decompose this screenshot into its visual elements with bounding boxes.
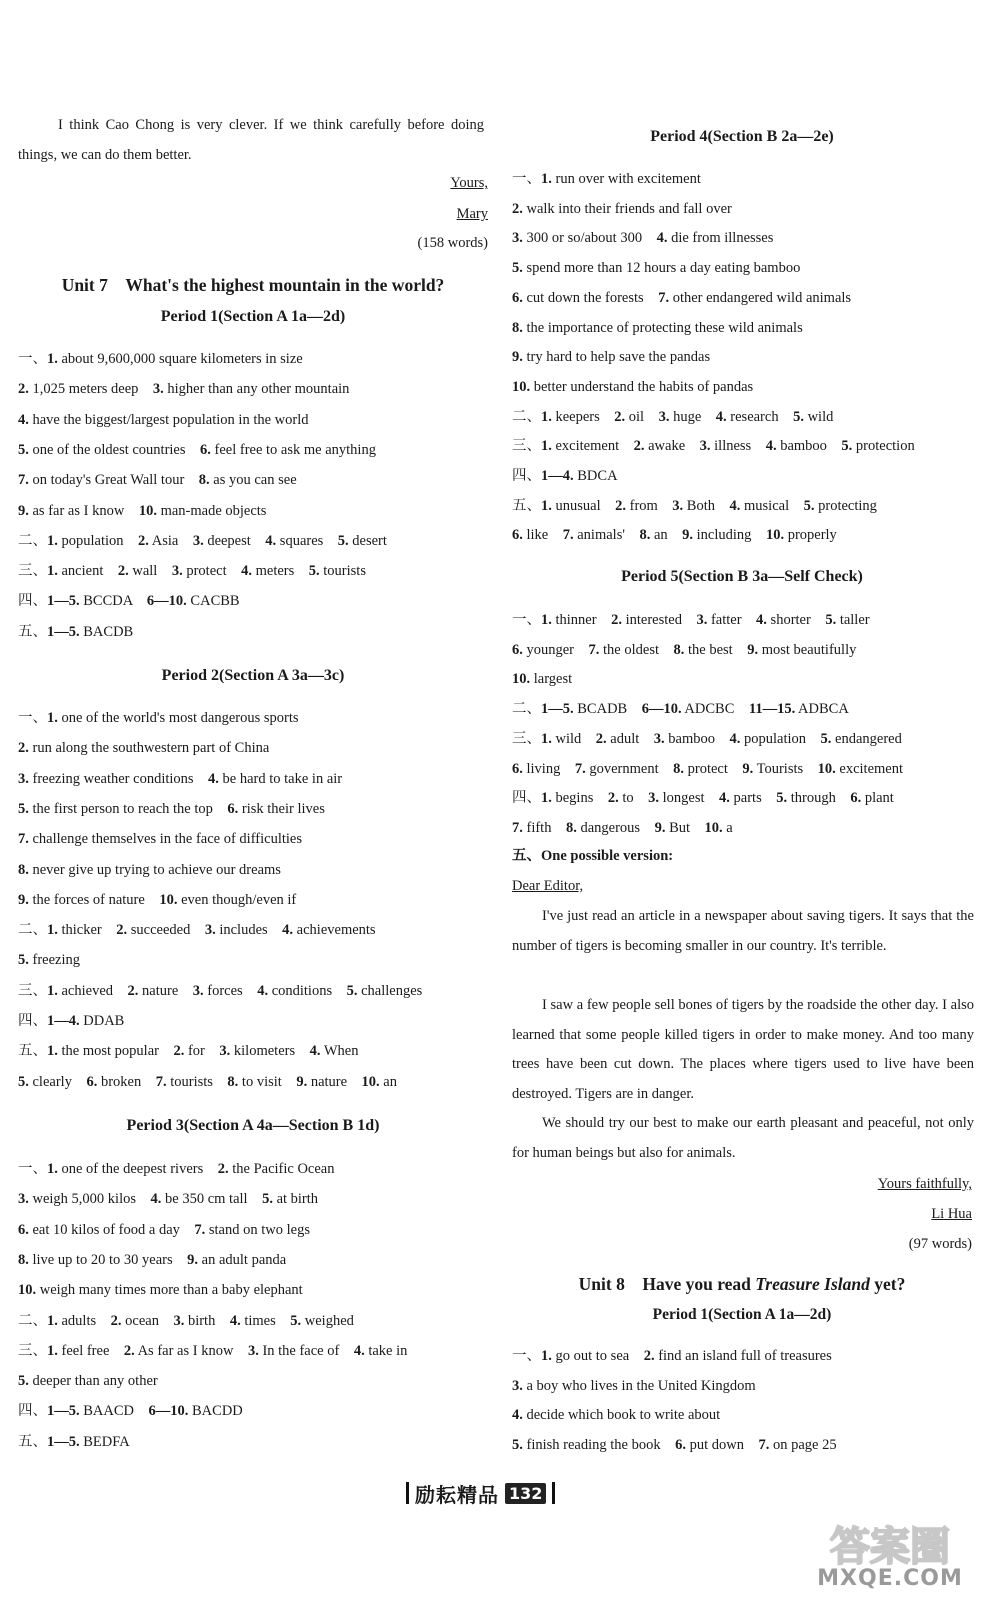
answer-line: 3. weigh 5,000 kilos 4. be 350 cm tall 5. at birth — [18, 1191, 319, 1208]
answer-line: 三、1. feel free 2. As far as I know 3. In the face of 4. take in — [18, 1342, 408, 1359]
unit8-title-book: Treasure Island — [755, 1274, 870, 1294]
answer-line: 5. finish reading the book 6. put down 7. on page 25 — [512, 1436, 837, 1453]
unit8-title-prefix: Unit 8 Have you read — [578, 1274, 756, 1294]
footer-bar-right — [552, 1482, 555, 1504]
essay-signature: Li Hua — [931, 1206, 972, 1222]
unit8-title-suffix: yet? — [869, 1274, 906, 1294]
unit7-period2-title: Period 2(Section A 3a—3c) — [161, 667, 345, 684]
letter-closing: Yours, — [450, 175, 488, 191]
essay-greeting: Dear Editor, — [512, 878, 584, 894]
answer-line: 二、1. adults 2. ocean 3. birth 4. times 5. weighed — [18, 1312, 354, 1329]
essay-closing: Yours faithfully, — [877, 1176, 972, 1192]
answer-line: 一、1. about 9,600,000 square kilometers in size — [18, 351, 303, 367]
answer-line: 6. younger 7. the oldest 8. the best 9. most beautifully — [512, 641, 857, 658]
unit8-period1-title: Period 1(Section A 1a—2d) — [652, 1306, 832, 1323]
unit7-period4-title: Period 4(Section B 2a—2e) — [650, 128, 834, 145]
page-footer — [406, 1478, 555, 1508]
answer-line: 三、1. achieved 2. nature 3. forces 4. conditions 5. challenges — [18, 982, 423, 999]
essay-paragraph-3: We should try our best to make our earth pleasant and peaceful, not only for human beings but also for animals. — [512, 1115, 974, 1161]
answer-line: 10. largest — [512, 671, 573, 688]
footer-brand: 励耘精品 — [415, 1482, 499, 1507]
answer-line: 4. decide which book to write about — [512, 1407, 721, 1423]
answer-line: 5. freezing — [18, 952, 80, 969]
answer-line: 二、1—5. BCADB 6—10. ADCBC 11—15. ADBCA — [512, 701, 849, 718]
answer-line: 5. one of the oldest countries 6. feel free to ask me anything — [18, 441, 376, 458]
answer-line: 二、1. keepers 2. oil 3. huge 4. research 5. wild — [512, 408, 834, 425]
answer-line: 一、1. one of the deepest rivers 2. the Pacific Ocean — [18, 1161, 335, 1177]
answer-line: 6. cut down the forests 7. other endangered wild animals — [512, 289, 852, 306]
essay-label: 五、One possible version: — [512, 848, 674, 864]
answer-line: 5. spend more than 12 hours a day eating bamboo — [512, 260, 801, 277]
answer-line: 5. the first person to reach the top 6. risk their lives — [18, 800, 325, 817]
footer-bar-left — [406, 1482, 409, 1504]
answer-line: 6. eat 10 kilos of food a day 7. stand on two legs — [18, 1221, 310, 1238]
letter-paragraph: I think Cao Chong is very clever. If we think carefully before doing things, we can do them better. — [18, 117, 484, 163]
answer-line: 四、1. begins 2. to 3. longest 4. parts 5. through 6. plant — [512, 790, 894, 807]
answer-line: 5. clearly 6. broken 7. tourists 8. to visit 9. nature 10. an — [18, 1073, 397, 1090]
answer-line: 9. try hard to help save the pandas — [512, 349, 711, 366]
answer-line: 五、1. the most popular 2. for 3. kilometers 4. When — [18, 1043, 359, 1060]
unit7-period3-title: Period 3(Section A 4a—Section B 1d) — [126, 1117, 380, 1134]
unit7-period5-title: Period 5(Section B 3a—Self Check) — [621, 568, 863, 585]
answer-line: 三、1. excitement 2. awake 3. illness 4. bamboo 5. protection — [512, 438, 915, 455]
essay-word-count: (97 words) — [908, 1236, 972, 1252]
answer-line: 一、1. go out to sea 2. find an island full of treasures — [512, 1348, 832, 1364]
answer-line: 二、1. population 2. Asia 3. deepest 4. squares 5. desert — [18, 532, 387, 549]
unit7-title: Unit 7 What's the highest mountain in the world? — [61, 275, 445, 295]
answer-line: 一、1. run over with excitement — [512, 171, 701, 187]
answer-line: 4. have the biggest/largest population in the world — [18, 411, 309, 428]
answer-line: 三、1. wild 2. adult 3. bamboo 4. population 5. endangered — [512, 730, 902, 747]
unit8-title — [512, 1272, 972, 1296]
answer-line: 2. run along the southwestern part of China — [18, 740, 270, 757]
answer-line: 6. living 7. government 8. protect 9. Tourists 10. excitement — [512, 760, 903, 777]
answer-line: 9. as far as I know 10. man-made objects — [18, 502, 267, 519]
answer-line: 五、1. unusual 2. from 3. Both 4. musical 5. protecting — [512, 497, 877, 514]
answer-line: 一、1. thinner 2. interested 3. fatter 4. shorter 5. taller — [512, 612, 870, 628]
answer-line: 5. deeper than any other — [18, 1373, 158, 1390]
letter-signature: Mary — [456, 206, 488, 222]
answer-line: 四、1—5. BAACD 6—10. BACDD — [18, 1403, 243, 1420]
answer-line: 四、1—4. DDAB — [18, 1013, 125, 1029]
answer-line: 10. better understand the habits of pandas — [512, 378, 754, 395]
essay-paragraph-2: I saw a few people sell bones of tigers by the roadside the other day. I also learned that some people killed tigers in order to make money. And too many trees have been cut down. The places where tigers used to live have been destroyed. Tigers are in danger. — [512, 997, 974, 1102]
answer-line: 8. never give up trying to achieve our dreams — [18, 861, 281, 878]
answer-line: 3. freezing weather conditions 4. be hard to take in air — [18, 770, 343, 787]
answer-line: 8. the importance of protecting these wild animals — [512, 319, 803, 336]
answer-line: 三、1. ancient 2. wall 3. protect 4. meters 5. tourists — [18, 563, 366, 580]
answer-line: 10. weigh many times more than a baby elephant — [18, 1282, 303, 1299]
word-count: (158 words) — [417, 235, 488, 251]
answer-line: 四、1—5. BCCDA 6—10. CACBB — [18, 593, 240, 610]
essay-paragraph-1: I've just read an article in a newspaper about saving tigers. It says that the number of tigers is becoming smaller in our country. It's terrible. — [512, 908, 974, 954]
answer-line: 6. like 7. animals' 8. an 9. including 10. properly — [512, 527, 837, 544]
answer-line: 3. 300 or so/about 300 4. die from illnesses — [512, 230, 774, 247]
answer-line: 7. fifth 8. dangerous 9. But 10. a — [512, 819, 733, 836]
answer-line: 3. a boy who lives in the United Kingdom — [512, 1377, 756, 1394]
answer-line: 四、1—4. BDCA — [512, 468, 618, 484]
answer-line: 一、1. one of the world's most dangerous sports — [18, 710, 299, 726]
answer-line: 2. walk into their friends and fall over — [512, 200, 732, 217]
answer-line: 2. 1,025 meters deep 3. higher than any other mountain — [18, 381, 350, 398]
unit7-period1-title: Period 1(Section A 1a—2d) — [160, 308, 346, 325]
answer-line: 9. the forces of nature 10. even though/even if — [18, 891, 297, 908]
watermark-text: MXQE.COM — [817, 1566, 963, 1591]
answer-line: 五、1—5. BACDB — [18, 623, 134, 640]
answer-line: 7. on today's Great Wall tour 8. as you can see — [18, 472, 297, 489]
answer-line: 二、1. thicker 2. succeeded 3. includes 4. achievements — [18, 922, 376, 939]
answer-line: 7. challenge themselves in the face of difficulties — [18, 831, 302, 848]
watermark-logo-text: 答案圈 — [830, 1524, 950, 1570]
page-number: 132 — [505, 1483, 546, 1504]
answer-line: 8. live up to 20 to 30 years 9. an adult panda — [18, 1251, 287, 1268]
answer-line: 五、1—5. BEDFA — [18, 1433, 130, 1450]
